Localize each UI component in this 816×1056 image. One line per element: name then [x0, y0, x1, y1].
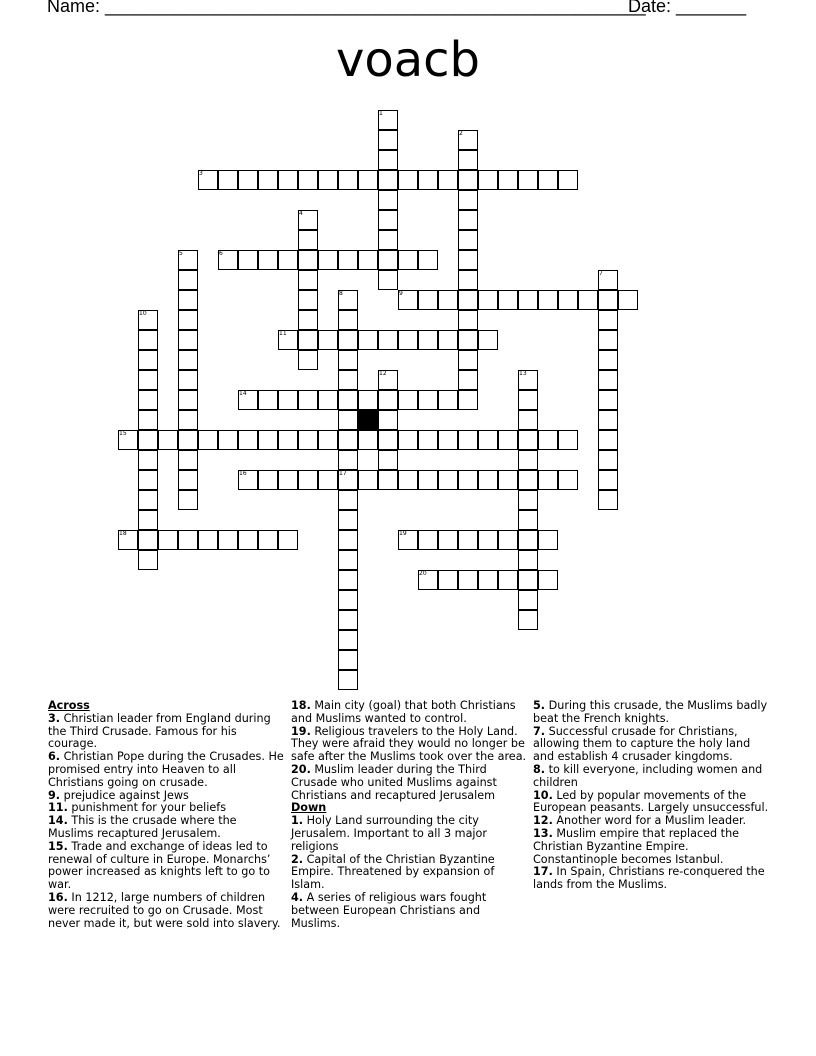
- clue-across-9: 9. prejudice against Jews: [48, 788, 189, 802]
- grid-cell[interactable]: [458, 530, 478, 550]
- grid-cell[interactable]: [298, 350, 318, 370]
- grid-cell[interactable]: [258, 390, 278, 410]
- clues-column-1: [48, 700, 284, 930]
- grid-cell[interactable]: [298, 230, 318, 250]
- grid-cell[interactable]: [278, 250, 298, 270]
- grid-cell[interactable]: [478, 570, 498, 590]
- grid-clue-number: 4: [299, 210, 303, 217]
- grid-cell[interactable]: [138, 550, 158, 570]
- grid-cell[interactable]: [478, 470, 498, 490]
- clue-across-14: 14. This is the crusade where the Muslims recaptured Jerusalem.: [48, 814, 237, 840]
- grid-cell[interactable]: [218, 170, 238, 190]
- grid-clue-number: 1: [379, 110, 383, 117]
- grid-cell[interactable]: [438, 530, 458, 550]
- grid-cell[interactable]: [138, 430, 158, 450]
- grid-cell[interactable]: [298, 290, 318, 310]
- grid-cell[interactable]: [418, 170, 438, 190]
- grid-cell[interactable]: [538, 570, 558, 590]
- grid-cell[interactable]: [338, 650, 358, 670]
- grid-cell[interactable]: [598, 310, 618, 330]
- grid-cell[interactable]: [618, 290, 638, 310]
- grid-cell[interactable]: [458, 150, 478, 170]
- grid-cell[interactable]: [178, 410, 198, 430]
- grid-cell[interactable]: [238, 530, 258, 550]
- grid-cell[interactable]: [458, 310, 478, 330]
- grid-cell[interactable]: [458, 570, 478, 590]
- grid-cell[interactable]: [378, 210, 398, 230]
- name-field-label: Name: ______________________________________________________: [47, 0, 646, 16]
- grid-cell[interactable]: [338, 590, 358, 610]
- grid-cell[interactable]: [178, 350, 198, 370]
- clue-across-18: 18. Main city (goal) that both Christians and Muslims wanted to control.: [291, 699, 516, 725]
- grid-cell[interactable]: [458, 230, 478, 250]
- grid-cell[interactable]: [338, 310, 358, 330]
- grid-cell[interactable]: [458, 430, 478, 450]
- grid-cell[interactable]: [138, 330, 158, 350]
- grid-cell[interactable]: [378, 390, 398, 410]
- grid-cell[interactable]: [598, 330, 618, 350]
- grid-cell[interactable]: [138, 530, 158, 550]
- grid-cell[interactable]: [458, 270, 478, 290]
- grid-cell[interactable]: [298, 470, 318, 490]
- grid-cell[interactable]: [398, 330, 418, 350]
- grid-cell[interactable]: [178, 390, 198, 410]
- grid-cell[interactable]: [538, 170, 558, 190]
- grid-cell[interactable]: [458, 470, 478, 490]
- clue-down-5: 5. During this crusade, the Muslims badly beat the French knights.: [533, 699, 768, 725]
- grid-cell[interactable]: [218, 530, 238, 550]
- grid-cell[interactable]: [558, 430, 578, 450]
- grid-cell[interactable]: [458, 250, 478, 270]
- grid-cell[interactable]: [518, 170, 538, 190]
- grid-cell[interactable]: [278, 430, 298, 450]
- grid-cell[interactable]: [258, 530, 278, 550]
- clue-down-2: 2. Capital of the Christian Byzantine Empire. Threatened by expansion of Islam.: [291, 852, 495, 892]
- grid-cell[interactable]: [518, 390, 538, 410]
- grid-cell[interactable]: [178, 430, 198, 450]
- grid-cell[interactable]: [578, 290, 598, 310]
- grid-cell[interactable]: [458, 290, 478, 310]
- grid-clue-number: 12: [379, 370, 387, 377]
- grid-cell[interactable]: [518, 410, 538, 430]
- grid-cell[interactable]: [498, 570, 518, 590]
- grid-cell[interactable]: [418, 290, 438, 310]
- grid-clue-number: 3: [199, 170, 203, 177]
- grid-cell[interactable]: [138, 410, 158, 430]
- clue-across-20: 20. Muslim leader during the Third Crusade who united Muslims against Christians and recaptured Jerusalem: [291, 762, 497, 802]
- grid-cell[interactable]: [398, 170, 418, 190]
- clue-down-13: 13. Muslim empire that replaced the Christian Byzantine Empire. Constantinople becomes Istanbul.: [533, 826, 740, 866]
- grid-cell[interactable]: [538, 430, 558, 450]
- grid-cell[interactable]: [478, 290, 498, 310]
- grid-cell[interactable]: [358, 390, 378, 410]
- grid-cell[interactable]: [358, 330, 378, 350]
- grid-cell[interactable]: [518, 550, 538, 570]
- clue-across-15: 15. Trade and exchange of ideas led to renewal of culture in Europe. Monarchs’ power increased as knights left to go to war.: [48, 839, 271, 892]
- clue-across-11: 11. punishment for your beliefs: [48, 801, 227, 815]
- grid-cell[interactable]: [178, 530, 198, 550]
- grid-cell[interactable]: [518, 470, 538, 490]
- grid-cell[interactable]: [598, 430, 618, 450]
- grid-clue-number: 6: [219, 250, 223, 257]
- down-heading: Down: [291, 801, 327, 815]
- grid-cell[interactable]: [298, 310, 318, 330]
- grid-cell[interactable]: [178, 490, 198, 510]
- grid-cell[interactable]: [518, 490, 538, 510]
- grid-clue-number: 7: [599, 270, 603, 277]
- clue-across-3: 3. Christian leader from England during the Third Crusade. Famous for his courage.: [48, 711, 271, 751]
- grid-cell[interactable]: [338, 550, 358, 570]
- grid-cell[interactable]: [138, 510, 158, 530]
- grid-cell[interactable]: [258, 470, 278, 490]
- grid-cell[interactable]: [378, 230, 398, 250]
- grid-cell[interactable]: [498, 170, 518, 190]
- clue-down-4: 4. A series of religious wars fought between European Christians and Muslims.: [291, 890, 487, 930]
- grid-cell[interactable]: [278, 390, 298, 410]
- grid-cell[interactable]: [598, 290, 618, 310]
- grid-cell[interactable]: [518, 570, 538, 590]
- grid-cell[interactable]: [378, 170, 398, 190]
- grid-cell[interactable]: [338, 250, 358, 270]
- grid-cell[interactable]: [538, 530, 558, 550]
- grid-cell[interactable]: [518, 430, 538, 450]
- grid-cell[interactable]: [178, 370, 198, 390]
- puzzle-title: voacb: [335, 32, 481, 88]
- grid-block-cell: [358, 410, 378, 430]
- grid-cell[interactable]: [298, 430, 318, 450]
- grid-cell[interactable]: [438, 430, 458, 450]
- grid-cell[interactable]: [458, 330, 478, 350]
- grid-cell[interactable]: [178, 290, 198, 310]
- grid-cell[interactable]: [378, 150, 398, 170]
- grid-clue-number: 15: [119, 430, 127, 437]
- grid-cell[interactable]: [478, 430, 498, 450]
- grid-cell[interactable]: [518, 510, 538, 530]
- clue-down-7: 7. Successful crusade for Christians, allowing them to capture the holy land and establish 4 crusader kingdoms.: [533, 724, 751, 764]
- grid-cell[interactable]: [518, 450, 538, 470]
- grid-cell[interactable]: [398, 470, 418, 490]
- grid-cell[interactable]: [438, 290, 458, 310]
- grid-cell[interactable]: [178, 330, 198, 350]
- grid-cell[interactable]: [358, 170, 378, 190]
- clue-across-19: 19. Religious travelers to the Holy Land. They were afraid they would no longer be safe after the Muslims took over the area.: [291, 724, 527, 764]
- grid-clue-number: 11: [279, 330, 287, 337]
- grid-cell[interactable]: [598, 470, 618, 490]
- grid-cell[interactable]: [298, 330, 318, 350]
- grid-cell[interactable]: [598, 490, 618, 510]
- grid-cell[interactable]: [538, 290, 558, 310]
- grid-cell[interactable]: [138, 450, 158, 470]
- grid-clue-number: 9: [399, 290, 403, 297]
- grid-cell[interactable]: [418, 470, 438, 490]
- grid-cell[interactable]: [478, 170, 498, 190]
- grid-cell[interactable]: [498, 430, 518, 450]
- grid-cell[interactable]: [378, 270, 398, 290]
- grid-cell[interactable]: [138, 490, 158, 510]
- grid-cell[interactable]: [338, 530, 358, 550]
- grid-cell[interactable]: [178, 470, 198, 490]
- grid-clue-number: 10: [139, 310, 147, 317]
- grid-cell[interactable]: [178, 270, 198, 290]
- grid-cell[interactable]: [518, 610, 538, 630]
- grid-cell[interactable]: [298, 390, 318, 410]
- grid-cell[interactable]: [458, 370, 478, 390]
- grid-cell[interactable]: [198, 530, 218, 550]
- grid-cell[interactable]: [278, 470, 298, 490]
- grid-cell[interactable]: [438, 570, 458, 590]
- grid-cell[interactable]: [518, 590, 538, 610]
- grid-cell[interactable]: [378, 190, 398, 210]
- grid-clue-number: 19: [399, 530, 407, 537]
- grid-cell[interactable]: [358, 470, 378, 490]
- grid-cell[interactable]: [338, 330, 358, 350]
- clue-down-10: 10. Led by popular movements of the European peasants. Largely unsuccessful.: [533, 788, 769, 815]
- grid-cell[interactable]: [398, 430, 418, 450]
- grid-cell[interactable]: [418, 430, 438, 450]
- grid-cell[interactable]: [178, 450, 198, 470]
- grid-cell[interactable]: [238, 430, 258, 450]
- clue-across-16: 16. In 1212, large numbers of children were recruited to go on Crusade. Most never made it, but were sold into slavery.: [48, 890, 281, 930]
- grid-cell[interactable]: [338, 450, 358, 470]
- grid-cell[interactable]: [598, 410, 618, 430]
- grid-clue-number: 13: [519, 370, 527, 377]
- grid-cell[interactable]: [538, 470, 558, 490]
- grid-cell[interactable]: [598, 450, 618, 470]
- grid-cell[interactable]: [338, 490, 358, 510]
- grid-cell[interactable]: [338, 430, 358, 450]
- grid-cell[interactable]: [258, 170, 278, 190]
- grid-cell[interactable]: [378, 450, 398, 470]
- grid-cell[interactable]: [438, 470, 458, 490]
- grid-cell[interactable]: [338, 350, 358, 370]
- grid-cell[interactable]: [178, 310, 198, 330]
- grid-cell[interactable]: [338, 510, 358, 530]
- grid-cell[interactable]: [318, 250, 338, 270]
- grid-cell[interactable]: [378, 430, 398, 450]
- grid-cell[interactable]: [318, 170, 338, 190]
- grid-clue-number: 20: [419, 570, 427, 577]
- grid-cell[interactable]: [338, 390, 358, 410]
- grid-clue-number: 5: [179, 250, 183, 257]
- grid-cell[interactable]: [398, 250, 418, 270]
- grid-cell[interactable]: [138, 370, 158, 390]
- grid-clue-number: 2: [459, 130, 463, 137]
- grid-cell[interactable]: [378, 250, 398, 270]
- clue-across-6: 6. Christian Pope during the Crusades. He promised entry into Heaven to all Christians going on crusade.: [48, 750, 284, 789]
- grid-cell[interactable]: [418, 330, 438, 350]
- across-heading: Across: [48, 699, 90, 712]
- grid-clue-number: 14: [239, 390, 247, 397]
- grid-cell[interactable]: [238, 250, 258, 270]
- grid-cell[interactable]: [238, 170, 258, 190]
- grid-cell[interactable]: [498, 470, 518, 490]
- grid-cell[interactable]: [378, 330, 398, 350]
- grid-cell[interactable]: [138, 470, 158, 490]
- grid-cell[interactable]: [298, 270, 318, 290]
- grid-cell[interactable]: [338, 170, 358, 190]
- grid-cell[interactable]: [558, 470, 578, 490]
- grid-cell[interactable]: [318, 330, 338, 350]
- grid-cell[interactable]: [158, 530, 178, 550]
- grid-cell[interactable]: [598, 370, 618, 390]
- grid-clue-number: 17: [339, 470, 347, 477]
- grid-cell[interactable]: [298, 250, 318, 270]
- grid-cell[interactable]: [558, 170, 578, 190]
- grid-cell[interactable]: [338, 370, 358, 390]
- grid-cell[interactable]: [338, 570, 358, 590]
- clue-down-17: 17. In Spain, Christians re-conquered the lands from the Muslims.: [533, 865, 765, 892]
- grid-cell[interactable]: [338, 630, 358, 650]
- grid-cell[interactable]: [478, 530, 498, 550]
- date-field-label: Date: _______: [628, 0, 747, 16]
- clue-down-12: 12. Another word for a Muslim leader.: [533, 814, 747, 828]
- grid-clue-number: 16: [239, 470, 247, 477]
- grid-cell[interactable]: [318, 430, 338, 450]
- grid-cell[interactable]: [598, 390, 618, 410]
- clues-column-3: [533, 700, 769, 892]
- grid-cell[interactable]: [498, 530, 518, 550]
- grid-cell[interactable]: [318, 390, 338, 410]
- grid-cell[interactable]: [418, 250, 438, 270]
- grid-cell[interactable]: [458, 190, 478, 210]
- grid-cell[interactable]: [458, 390, 478, 410]
- grid-clue-number: 8: [339, 290, 343, 297]
- grid-cell[interactable]: [418, 390, 438, 410]
- grid-cell[interactable]: [358, 430, 378, 450]
- grid-cell[interactable]: [518, 530, 538, 550]
- grid-cell[interactable]: [278, 530, 298, 550]
- grid-cell[interactable]: [278, 170, 298, 190]
- grid-cell[interactable]: [398, 390, 418, 410]
- grid-cell[interactable]: [598, 350, 618, 370]
- grid-cell[interactable]: [418, 530, 438, 550]
- grid-cell[interactable]: [458, 350, 478, 370]
- grid-clue-number: 18: [119, 530, 127, 537]
- grid-cell[interactable]: [458, 210, 478, 230]
- clues-column-2: [291, 700, 527, 930]
- grid-cell[interactable]: [478, 330, 498, 350]
- grid-cell[interactable]: [158, 430, 178, 450]
- grid-cell[interactable]: [438, 330, 458, 350]
- grid-cell[interactable]: [338, 670, 358, 690]
- grid-cell[interactable]: [298, 170, 318, 190]
- grid-cell[interactable]: [378, 130, 398, 150]
- clue-down-1: 1. Holy Land surrounding the city Jerusalem. Important to all 3 major religions: [291, 814, 487, 853]
- grid-cell[interactable]: [258, 250, 278, 270]
- grid-cell[interactable]: [458, 170, 478, 190]
- grid-cell[interactable]: [358, 250, 378, 270]
- grid-cell[interactable]: [378, 470, 398, 490]
- grid-cell[interactable]: [138, 390, 158, 410]
- grid-cell[interactable]: [438, 390, 458, 410]
- clue-down-8: 8. to kill everyone, including women and children: [533, 762, 763, 789]
- grid-cell[interactable]: [258, 430, 278, 450]
- grid-cell[interactable]: [138, 350, 158, 370]
- grid-cell[interactable]: [338, 410, 358, 430]
- grid-cell[interactable]: [438, 170, 458, 190]
- grid-cell[interactable]: [198, 430, 218, 450]
- grid-cell[interactable]: [498, 290, 518, 310]
- grid-cell[interactable]: [378, 410, 398, 430]
- grid-cell[interactable]: [218, 430, 238, 450]
- grid-cell[interactable]: [318, 470, 338, 490]
- grid-cell[interactable]: [518, 290, 538, 310]
- grid-cell[interactable]: [558, 290, 578, 310]
- grid-cell[interactable]: [338, 610, 358, 630]
